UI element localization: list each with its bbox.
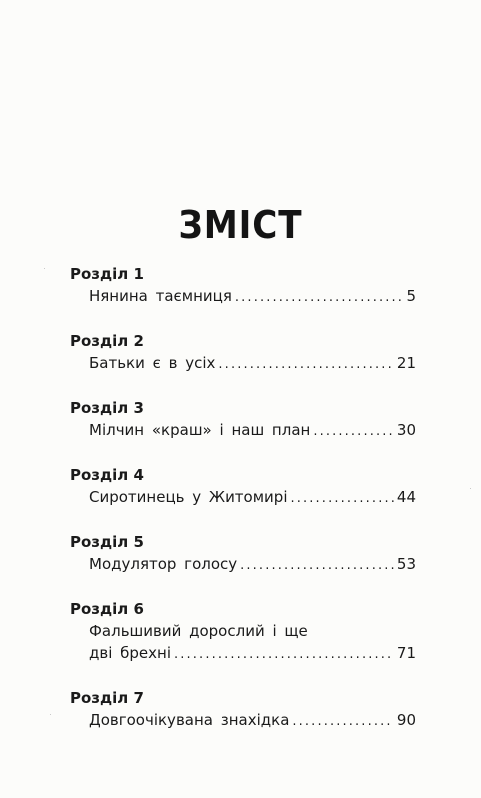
page-number: 30: [396, 421, 416, 439]
dot-leader: [290, 488, 393, 510]
toc-entry[interactable]: [70, 486, 416, 510]
toc-entry[interactable]: [70, 642, 416, 666]
chapter-title: Мілчин «краш» і наш план: [89, 421, 311, 439]
chapter-label: Розділ 1: [70, 265, 144, 283]
toc-chapter-6: [70, 599, 416, 666]
toc-chapter-1: [70, 264, 416, 309]
page-title: ЗМІСТ: [178, 203, 303, 247]
chapter-label: Розділ 6: [70, 600, 144, 618]
toc-chapter-7: [70, 688, 416, 733]
dot-leader: [292, 711, 394, 733]
page-number: 44: [396, 488, 416, 506]
dot-leader: [174, 644, 394, 666]
chapter-title-line-1: Фальшивий дорослий і ще: [89, 622, 308, 640]
toc-chapter-2: [70, 331, 416, 376]
chapter-title: Довгоочікувана знахідка: [89, 711, 290, 729]
chapter-label: Розділ 3: [70, 399, 144, 417]
toc-entry[interactable]: [70, 553, 416, 577]
page-number: 71: [396, 644, 416, 662]
chapter-title: Модулятор голосу: [89, 555, 238, 573]
chapter-label: Розділ 7: [70, 689, 144, 707]
chapter-title-line-2: дві брехні: [89, 644, 171, 662]
paper-speck: [50, 714, 51, 715]
chapter-title: Батьки є в усіх: [89, 354, 216, 372]
chapter-title: Нянина таємниця: [89, 287, 232, 305]
page-number: 5: [406, 287, 416, 305]
toc-entry[interactable]: [70, 419, 416, 443]
chapter-title: Сиротинець у Житомирі: [89, 488, 288, 506]
page-number: 21: [396, 354, 416, 372]
dot-leader: [218, 354, 393, 376]
toc-chapter-4: [70, 465, 416, 510]
chapter-label: Розділ 4: [70, 466, 144, 484]
chapter-label: Розділ 2: [70, 332, 144, 350]
dot-leader: [313, 421, 394, 443]
toc-chapter-5: [70, 532, 416, 577]
page-number: 90: [396, 711, 416, 729]
table-of-contents: [70, 264, 416, 755]
toc-entry[interactable]: [70, 285, 416, 309]
paper-speck: [470, 488, 471, 489]
dot-leader: [235, 287, 404, 309]
paper-speck: [44, 268, 45, 269]
dot-leader: [240, 555, 394, 577]
page-number: 53: [396, 555, 416, 573]
toc-entry[interactable]: [70, 709, 416, 733]
chapter-label: Розділ 5: [70, 533, 144, 551]
toc-entry[interactable]: [70, 352, 416, 376]
toc-chapter-3: [70, 398, 416, 443]
